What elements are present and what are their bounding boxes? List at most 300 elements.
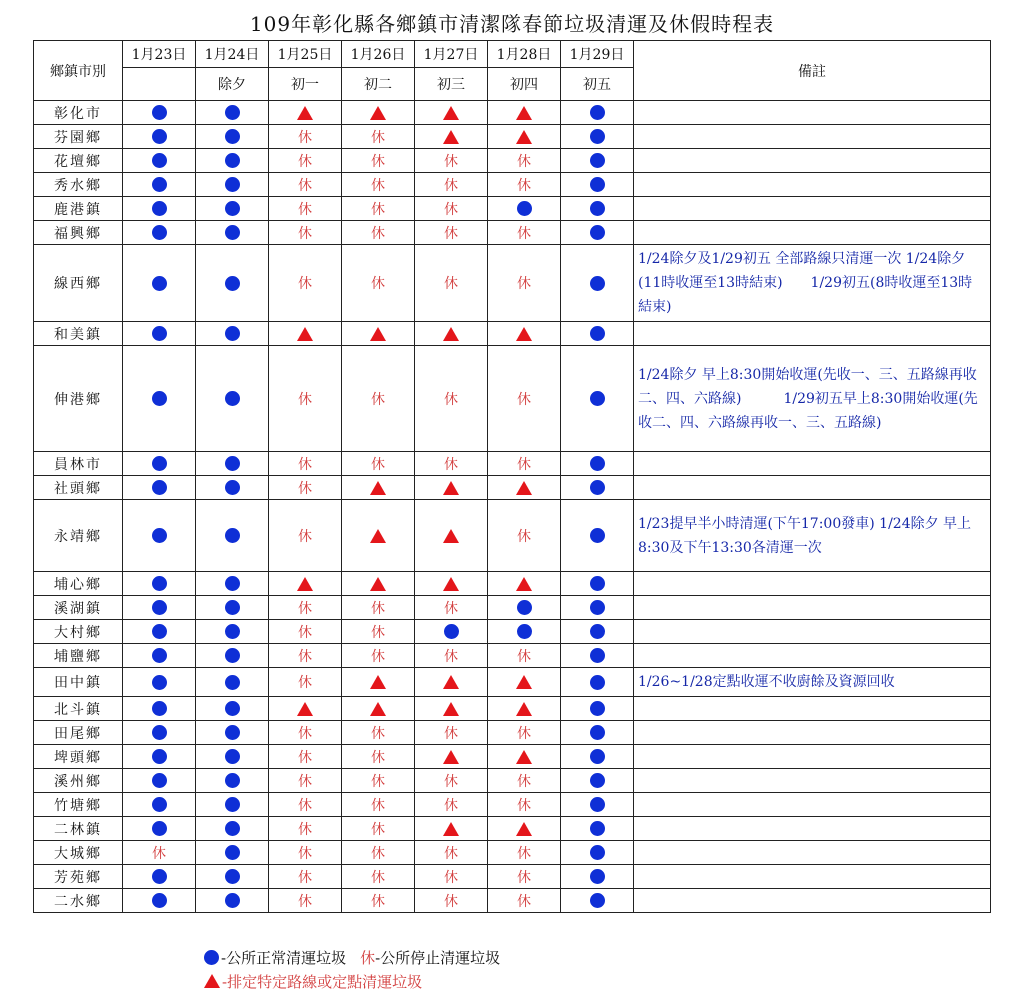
schedule-cell [196, 596, 269, 620]
blue-circle-icon [590, 701, 605, 716]
red-triangle-icon [370, 675, 386, 689]
schedule-cell [415, 721, 488, 745]
blue-circle-icon [152, 821, 167, 836]
schedule-cell [342, 346, 415, 452]
schedule-cell [561, 476, 634, 500]
schedule-cell [342, 125, 415, 149]
red-triangle-icon [443, 106, 459, 120]
off-day-mark: 休 [371, 845, 385, 862]
town-name: 花壇鄉 [34, 149, 123, 173]
schedule-cell [196, 149, 269, 173]
off-day-mark: 休 [371, 821, 385, 838]
town-name: 埔鹽鄉 [34, 644, 123, 668]
schedule-cell [561, 149, 634, 173]
schedule-cell [488, 346, 561, 452]
schedule-cell [196, 452, 269, 476]
schedule-cell [488, 149, 561, 173]
schedule-cell [123, 572, 196, 596]
blue-circle-icon [152, 480, 167, 495]
blue-circle-icon [590, 675, 605, 690]
off-day-mark: 休 [517, 276, 531, 292]
schedule-cell [342, 221, 415, 245]
schedule-cell [415, 644, 488, 668]
blue-circle-icon [590, 391, 605, 406]
schedule-cell [561, 620, 634, 644]
off-day-mark: 休 [371, 456, 385, 473]
schedule-cell [561, 745, 634, 769]
blue-circle-icon [590, 576, 605, 591]
schedule-cell [415, 793, 488, 817]
schedule-cell [269, 245, 342, 322]
blue-circle-icon [590, 326, 605, 341]
schedule-cell [269, 817, 342, 841]
town-name: 彰化市 [34, 101, 123, 125]
schedule-cell [415, 173, 488, 197]
note-cell [634, 745, 991, 769]
blue-circle-icon [590, 869, 605, 884]
schedule-cell [561, 221, 634, 245]
blue-circle-icon [225, 725, 240, 740]
schedule-cell [488, 596, 561, 620]
table-row [34, 697, 991, 721]
schedule-cell [342, 793, 415, 817]
page-title: 109年彰化縣各鄉鎮市清潔隊春節垃圾清運及休假時程表 [249, 12, 775, 36]
blue-circle-icon [590, 725, 605, 740]
schedule-cell [269, 346, 342, 452]
off-day-mark: 休 [371, 201, 385, 218]
note-header: 備註 [634, 41, 991, 101]
blue-circle-icon [225, 749, 240, 764]
schedule-cell [342, 101, 415, 125]
date-header: 1月29日 [561, 41, 634, 68]
schedule-cell [123, 841, 196, 865]
schedule-cell [269, 101, 342, 125]
town-name: 溪州鄉 [34, 769, 123, 793]
town-name: 芬園鄉 [34, 125, 123, 149]
schedule-cell [488, 197, 561, 221]
red-triangle-icon [443, 577, 459, 591]
blue-circle-icon [152, 153, 167, 168]
off-day-mark: 休 [517, 845, 531, 862]
note-cell [634, 841, 991, 865]
schedule-cell [488, 500, 561, 572]
red-triangle-icon [370, 702, 386, 716]
off-day-mark: 休 [298, 600, 312, 617]
off-day-mark: 休 [444, 725, 458, 742]
schedule-cell [415, 572, 488, 596]
schedule-cell [415, 817, 488, 841]
blue-circle-icon [152, 797, 167, 812]
blue-circle-icon [590, 225, 605, 240]
off-day-mark: 休 [444, 648, 458, 665]
off-day-mark: 休 [298, 480, 312, 497]
schedule-cell [196, 644, 269, 668]
schedule-cell [342, 697, 415, 721]
off-day-mark: 休 [517, 725, 531, 742]
off-day-mark: 休 [517, 456, 531, 473]
schedule-cell [561, 841, 634, 865]
schedule-cell [415, 745, 488, 769]
blue-circle-icon [152, 773, 167, 788]
off-day-mark: 休 [444, 797, 458, 814]
off-day-mark: 休 [371, 797, 385, 814]
schedule-cell [415, 101, 488, 125]
off-day-mark: 休 [517, 893, 531, 910]
blue-circle-icon [225, 528, 240, 543]
blue-circle-icon [225, 177, 240, 192]
schedule-cell [123, 101, 196, 125]
table-row [34, 149, 991, 173]
off-day-mark: 休 [517, 177, 531, 194]
town-name: 員林市 [34, 452, 123, 476]
schedule-cell [123, 221, 196, 245]
schedule-cell [123, 346, 196, 452]
note-cell [634, 817, 991, 841]
schedule-cell [196, 721, 269, 745]
schedule-cell [123, 500, 196, 572]
town-name: 福興鄉 [34, 221, 123, 245]
blue-circle-icon [590, 600, 605, 615]
table-row [34, 572, 991, 596]
schedule-cell [196, 769, 269, 793]
note-cell: 1/23提早半小時清運(下午17:00發車) 1/24除夕 早上8:30及下午13:30各清運一次 [634, 500, 991, 572]
schedule-cell [488, 125, 561, 149]
off-day-mark: 休 [298, 797, 312, 814]
off-day-mark: 休 [444, 600, 458, 617]
red-triangle-icon [443, 750, 459, 764]
off-day-mark: 休 [371, 129, 385, 146]
schedule-cell [196, 500, 269, 572]
blue-circle-icon [152, 456, 167, 471]
schedule-cell [196, 745, 269, 769]
lunar-day-header: 初五 [561, 68, 634, 101]
blue-circle-icon [225, 480, 240, 495]
schedule-cell [415, 452, 488, 476]
schedule-cell [342, 322, 415, 346]
schedule-cell [196, 620, 269, 644]
red-triangle-icon [297, 327, 313, 341]
blue-circle-icon [590, 893, 605, 908]
schedule-cell [123, 793, 196, 817]
table-row [34, 889, 991, 913]
schedule-cell [123, 697, 196, 721]
red-triangle-icon [443, 327, 459, 341]
blue-circle-icon [590, 276, 605, 291]
note-cell [634, 197, 991, 221]
schedule-cell [488, 865, 561, 889]
off-day-mark: 休 [444, 391, 458, 408]
schedule-cell [269, 452, 342, 476]
off-day-mark: 休 [517, 153, 531, 170]
schedule-cell [342, 745, 415, 769]
note-cell: 1/26~1/28定點收運不收廚餘及資源回收 [634, 668, 991, 697]
blue-circle-icon [590, 480, 605, 495]
off-day-mark: 休 [298, 845, 312, 862]
schedule-cell [415, 245, 488, 322]
schedule-cell [269, 149, 342, 173]
blue-circle-icon [225, 456, 240, 471]
off-day-mark: 休 [517, 648, 531, 665]
note-cell [634, 865, 991, 889]
blue-circle-icon [590, 153, 605, 168]
schedule-cell [196, 101, 269, 125]
schedule-cell [415, 322, 488, 346]
off-day-mark: 休 [371, 391, 385, 408]
schedule-cell [123, 668, 196, 697]
schedule-cell [196, 841, 269, 865]
blue-circle-icon [152, 624, 167, 639]
blue-circle-icon [152, 326, 167, 341]
blue-circle-icon [152, 675, 167, 690]
schedule-cell [123, 452, 196, 476]
off-day-mark: 休 [371, 648, 385, 665]
off-day-mark: 休 [371, 276, 385, 292]
schedule-cell [488, 889, 561, 913]
schedule-cell [342, 572, 415, 596]
blue-circle-icon [152, 391, 167, 406]
legend-normal-label: -公所正常清運垃圾 [221, 948, 347, 967]
schedule-cell [488, 620, 561, 644]
lunar-day-header: 初一 [269, 68, 342, 101]
red-triangle-icon [516, 327, 532, 341]
table-row [34, 101, 991, 125]
town-name: 二水鄉 [34, 889, 123, 913]
blue-circle-icon [204, 950, 219, 965]
schedule-cell [561, 644, 634, 668]
off-day-mark: 休 [298, 624, 312, 641]
off-day-mark: 休 [298, 456, 312, 473]
red-triangle-icon [516, 577, 532, 591]
off-day-mark: 休 [371, 725, 385, 742]
blue-circle-icon [225, 797, 240, 812]
schedule-cell [269, 572, 342, 596]
blue-circle-icon [590, 821, 605, 836]
town-name: 社頭鄉 [34, 476, 123, 500]
table-row [34, 476, 991, 500]
schedule-cell [123, 644, 196, 668]
schedule-cell [342, 721, 415, 745]
legend-row [204, 945, 500, 969]
schedule-cell [269, 620, 342, 644]
schedule-cell [123, 721, 196, 745]
lunar-day-header: 除夕 [196, 68, 269, 101]
blue-circle-icon [444, 624, 459, 639]
blue-circle-icon [517, 600, 532, 615]
town-name: 秀水鄉 [34, 173, 123, 197]
note-cell [634, 889, 991, 913]
schedule-cell [269, 644, 342, 668]
red-triangle-icon [370, 529, 386, 543]
red-triangle-icon [297, 702, 313, 716]
blue-circle-icon [590, 105, 605, 120]
red-triangle-icon [516, 822, 532, 836]
lunar-day-header [123, 68, 196, 101]
schedule-cell [561, 245, 634, 322]
schedule-cell [488, 769, 561, 793]
off-day-mark: 休 [444, 225, 458, 242]
off-day-mark: 休 [298, 391, 312, 408]
off-day-mark: 休 [298, 276, 312, 292]
schedule-body [34, 101, 991, 913]
off-day-mark: 休 [517, 528, 531, 545]
date-header: 1月26日 [342, 41, 415, 68]
off-day-mark: 休 [444, 456, 458, 473]
off-day-mark: 休 [444, 276, 458, 292]
off-day-mark: 休 [298, 528, 312, 545]
red-triangle-icon [516, 675, 532, 689]
note-cell [634, 149, 991, 173]
schedule-cell [488, 221, 561, 245]
schedule-cell [342, 500, 415, 572]
blue-circle-icon [590, 648, 605, 663]
schedule-cell [342, 817, 415, 841]
note-cell: 1/24除夕及1/29初五 全部路線只清運一次 1/24除夕(11時收運至13時結束) 1/29初五(8時收運至13時結束) [634, 245, 991, 322]
blue-circle-icon [152, 225, 167, 240]
table-row [34, 346, 991, 452]
schedule-cell [196, 817, 269, 841]
off-day-mark: 休 [152, 845, 166, 862]
off-day-mark: 休 [517, 225, 531, 242]
schedule-cell [196, 476, 269, 500]
schedule-cell [561, 697, 634, 721]
schedule-cell [415, 197, 488, 221]
date-header: 1月23日 [123, 41, 196, 68]
off-day-mark: 休 [298, 177, 312, 194]
schedule-cell [123, 197, 196, 221]
town-name: 鹿港鎮 [34, 197, 123, 221]
schedule-cell [415, 346, 488, 452]
blue-circle-icon [590, 528, 605, 543]
schedule-cell [342, 620, 415, 644]
blue-circle-icon [225, 675, 240, 690]
blue-circle-icon [517, 201, 532, 216]
blue-circle-icon [225, 326, 240, 341]
table-row [34, 865, 991, 889]
schedule-cell [269, 721, 342, 745]
schedule-table [33, 40, 991, 913]
blue-circle-icon [225, 576, 240, 591]
red-triangle-icon [297, 106, 313, 120]
blue-circle-icon [152, 869, 167, 884]
legend-off-label: -公所停止清運垃圾 [375, 948, 501, 967]
date-header: 1月27日 [415, 41, 488, 68]
note-cell [634, 793, 991, 817]
schedule-cell [196, 173, 269, 197]
schedule-cell [488, 452, 561, 476]
blue-circle-icon [152, 701, 167, 716]
schedule-cell [561, 721, 634, 745]
note-cell [634, 644, 991, 668]
schedule-cell [196, 697, 269, 721]
schedule-cell [123, 620, 196, 644]
schedule-cell [196, 668, 269, 697]
schedule-cell [269, 197, 342, 221]
town-name: 大城鄉 [34, 841, 123, 865]
schedule-cell [196, 221, 269, 245]
schedule-cell [342, 769, 415, 793]
schedule-cell [269, 769, 342, 793]
town-name: 溪湖鎮 [34, 596, 123, 620]
off-day-mark: 休 [298, 749, 312, 766]
off-day-mark: 休 [298, 869, 312, 886]
blue-circle-icon [590, 845, 605, 860]
schedule-cell [415, 500, 488, 572]
blue-circle-icon [590, 201, 605, 216]
schedule-cell [342, 841, 415, 865]
schedule-cell [196, 245, 269, 322]
town-name: 竹塘鄉 [34, 793, 123, 817]
off-day-mark: 休 [444, 177, 458, 194]
schedule-cell [415, 841, 488, 865]
schedule-cell [342, 197, 415, 221]
schedule-cell [342, 644, 415, 668]
town-name: 埤頭鄉 [34, 745, 123, 769]
off-day-mark: 休 [517, 391, 531, 408]
note-cell [634, 721, 991, 745]
schedule-cell [561, 769, 634, 793]
schedule-cell [342, 173, 415, 197]
schedule-cell [123, 149, 196, 173]
note-cell [634, 221, 991, 245]
blue-circle-icon [152, 528, 167, 543]
note-cell [634, 101, 991, 125]
blue-circle-icon [590, 456, 605, 471]
schedule-cell [488, 322, 561, 346]
town-name: 永靖鄉 [34, 500, 123, 572]
schedule-cell [561, 322, 634, 346]
red-triangle-icon [443, 702, 459, 716]
off-day-mark: 休 [298, 773, 312, 790]
blue-circle-icon [225, 225, 240, 240]
off-day-mark: 休 [371, 869, 385, 886]
red-triangle-icon [443, 130, 459, 144]
town-name: 線西鄉 [34, 245, 123, 322]
off-day-mark: 休 [517, 773, 531, 790]
red-triangle-icon [297, 577, 313, 591]
off-day-mark: 休 [298, 201, 312, 218]
table-row [34, 197, 991, 221]
town-name: 田中鎮 [34, 668, 123, 697]
schedule-cell [561, 500, 634, 572]
lunar-day-header: 初三 [415, 68, 488, 101]
schedule-cell [561, 596, 634, 620]
schedule-cell [269, 476, 342, 500]
schedule-cell [488, 817, 561, 841]
schedule-cell [488, 476, 561, 500]
schedule-cell [415, 221, 488, 245]
schedule-cell [342, 668, 415, 697]
schedule-cell [269, 596, 342, 620]
lunar-day-header: 初二 [342, 68, 415, 101]
schedule-cell [196, 197, 269, 221]
schedule-cell [269, 500, 342, 572]
schedule-cell [342, 149, 415, 173]
schedule-cell [488, 101, 561, 125]
table-row [34, 596, 991, 620]
schedule-cell [415, 865, 488, 889]
schedule-cell [561, 452, 634, 476]
schedule-cell [561, 101, 634, 125]
blue-circle-icon [152, 105, 167, 120]
note-cell [634, 125, 991, 149]
schedule-cell [415, 697, 488, 721]
note-cell [634, 596, 991, 620]
red-triangle-icon [370, 106, 386, 120]
red-triangle-icon [443, 822, 459, 836]
schedule-cell [488, 721, 561, 745]
town-name: 田尾鄉 [34, 721, 123, 745]
off-day-mark: 休 [444, 201, 458, 218]
